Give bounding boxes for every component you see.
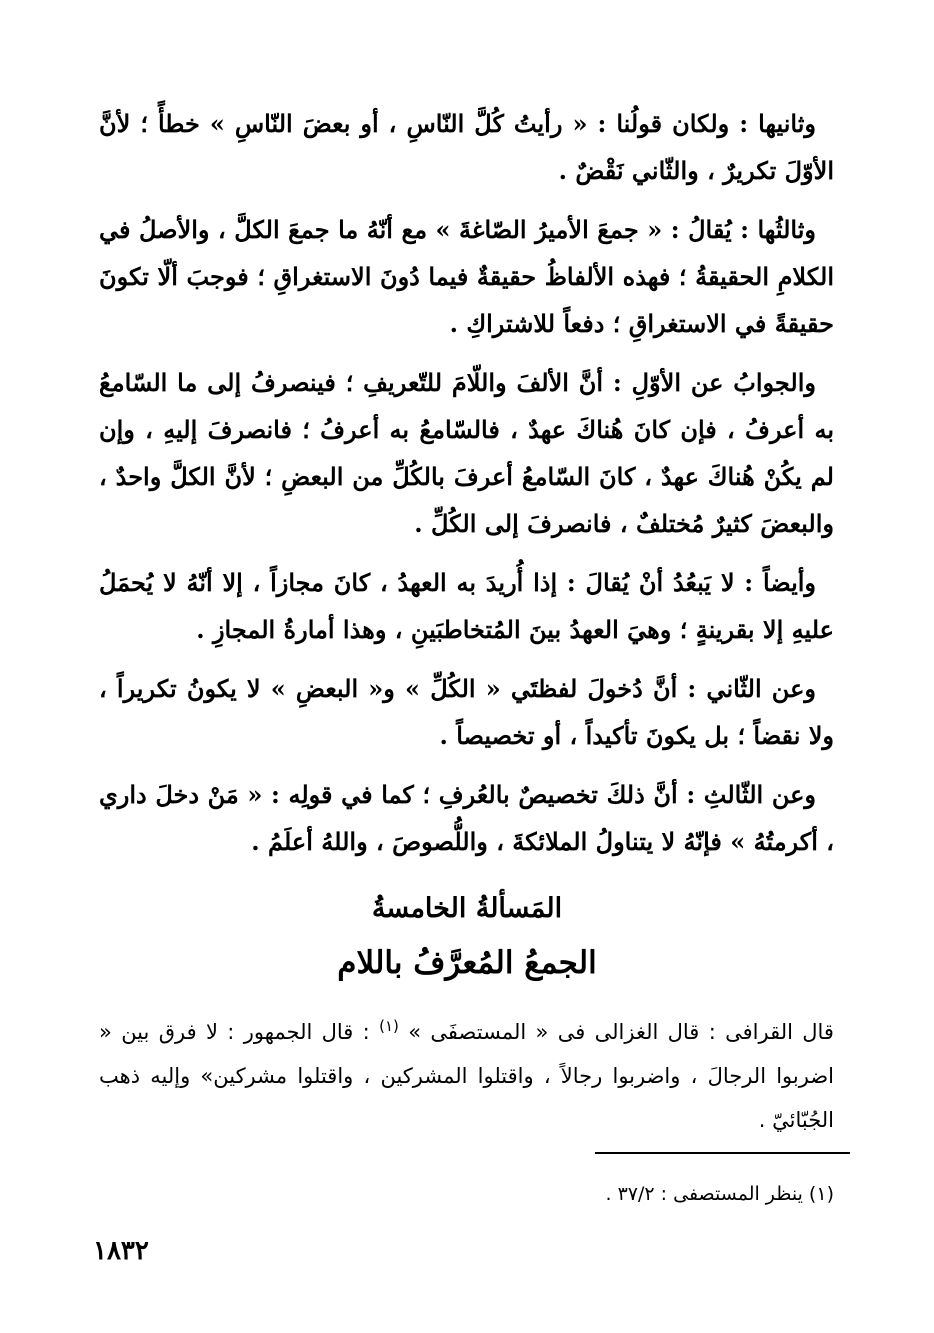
paragraph-second-argument: وثانيها : ولكان قولُنا : « رأيتُ كُلَّ النّاسِ ، أو بعضَ النّاسِ » خطأً ؛ لأنَّ الأوّلَ تكريرٌ ، والثّاني نَقْضٌ . <box>99 109 834 185</box>
qarafi-quote <box>99 1004 834 1142</box>
quote-text-start: قال القرافى : قال الغزالى فى « المستصفَى » <box>408 1020 834 1044</box>
footnote: (١) ينظر المستصفى : ٣٧/٢ . <box>605 1183 834 1205</box>
section-title-heading: الجمعُ المُعرَّفُ باللام <box>337 945 597 981</box>
paragraph-answer-first: والجوابُ عن الأوّلِ : أنَّ الألفَ واللّامَ للتّعريفِ ؛ فينصرفُ إلى ما السّامعُ به أعرفُ ، فإن كانَ هُناكَ عهدٌ ، فالسّامعُ به أعرفُ ؛ فانصرفَ إليهِ ، وإن لم يكُنْ هُناكَ عهدٌ ، كانَ السّامعُ أعرفَ بالكُلِّ من البعضِ ؛ لأنَّ الكلَّ واحدٌ ، والبعضَ كثيرٌ مُختلفٌ ، فانصرفَ إلى الكُلِّ . <box>99 368 834 538</box>
page-number: ١٨٣٢ <box>93 1236 149 1266</box>
paragraph-third-argument: وثالثُها : يُقالُ : « جمعَ الأميرُ الصّاغةَ » مع أنّهُ ما جمعَ الكلَّ ، والأصلُ في الكلامِ الحقيقةُ ؛ فهذه الألفاظُ حقيقةٌ فيما دُونَ الاستغراقِ ؛ فوجبَ ألّا تكونَ حقيقةً في الاستغراقِ ؛ دفعاً للاشتراكِ . <box>99 215 834 338</box>
paragraph-answer-second: وعن الثّاني : أنَّ دُخولَ لفظتَي « الكُلِّ » و« البعضِ » لا يكونُ تكريراً ، ولا نقضاً ؛ بل يكونَ تأكيداً ، أو تخصيصاً . <box>99 674 834 750</box>
paragraph-answer-third: وعن الثّالثِ : أنَّ ذلكَ تخصيصٌ بالعُرفِ ؛ كما في قولِه : « مَنْ دخلَ داري ، أكرمتُهُ » فإنّهُ لا يتناولُ الملائكةَ ، واللُّصوصَ ، واللهُ أعلَمُ . <box>99 780 834 856</box>
section-number-heading: المَسألةُ الخامسةُ <box>371 893 563 924</box>
paragraph-also: وأيضاً : لا يَبعُدُ أنْ يُقالَ : إذا أُريدَ به العهدُ ، كانَ مجازاً ، إلا أنّهُ لا يُحمَلُ عليهِ إلا بقرينةٍ ؛ وهيَ العهدُ بينَ المُتخاطبَينِ ، وهذا أمارةُ المجازِ . <box>99 568 834 644</box>
footnote-separator <box>595 1152 850 1154</box>
quote-text-end: : قال الجمهور : لا فرق بين « اضربوا الرجالَ ، واضربوا رجالاً ، واقتلوا المشركين ، واقتلوا مشركين» وإليه ذهب الجُبّائيّ . <box>99 1020 834 1132</box>
main-text <box>99 100 834 865</box>
footnote-reference: (١) <box>379 1017 399 1035</box>
